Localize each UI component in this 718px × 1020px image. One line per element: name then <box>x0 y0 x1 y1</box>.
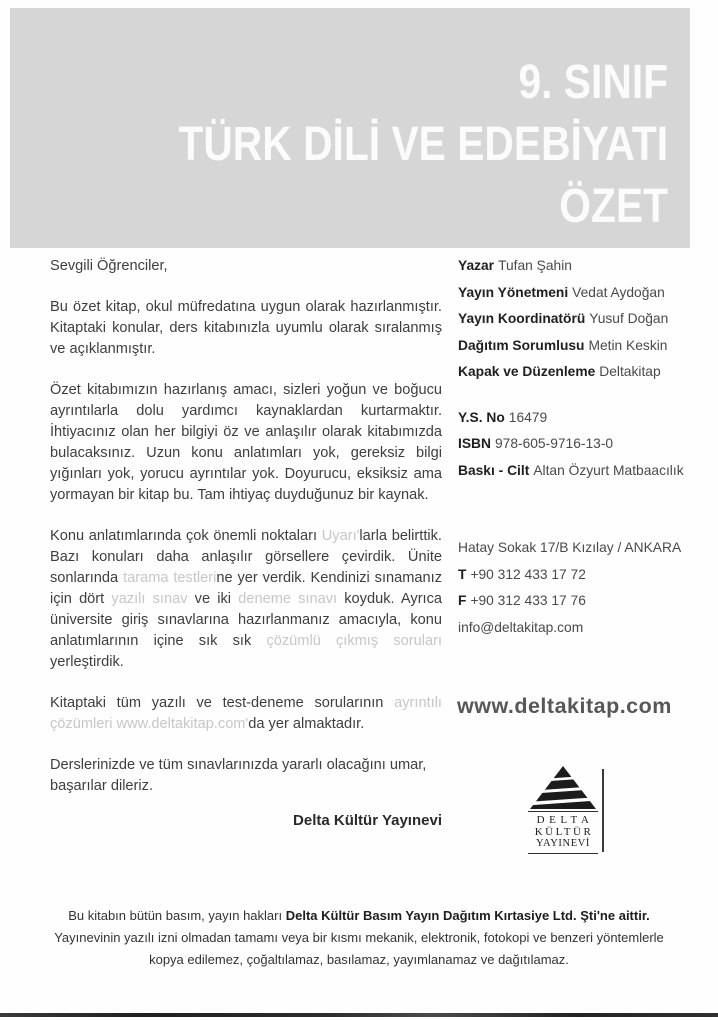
copyright-line-2: Yayınevinin yazılı izni olmadan tamamı veya bir kısmı mekanik, elektronik, fotokopi ve benzeri yöntemlerle <box>54 930 664 945</box>
credit-label: Kapak ve Düzenleme <box>458 364 596 379</box>
banner-grade-line: 9. SINIF <box>518 56 668 109</box>
publication-label: ISBN <box>458 436 491 451</box>
logo-line-kultur: KÜLTÜR <box>534 826 594 838</box>
publication-value: 978-605-9716-13-0 <box>494 436 614 451</box>
credit-label: Yayın Yönetmeni <box>458 284 569 300</box>
fax-number: +90 312 433 17 76 <box>470 593 586 608</box>
publisher-phone <box>458 567 712 583</box>
credit-label: Yayın Koordinatörü <box>458 311 586 326</box>
logo-line-delta: DELTA <box>536 814 594 826</box>
letter-paragraph-2: Özet kitabımızın hazırlanış amacı, sizleri yoğun ve boğucu ayrıntılarla dolu yardımcı kaynaklardan kurtarmaktır. İhtiyacınız olan her bilgiyi öz ve anlaşılır olarak kitabımızda bulacaksınız. Uzun konu anlatımları yok, gereksiz bilgi yığınları yok, yorucu ayrıntılar yok. Doyurucu, eksiksiz ama yormayan bir kitap bu. Tam ihtiyaç duyduğunuz bir kaynak. <box>50 382 442 503</box>
copyright-notice <box>0 905 718 971</box>
phone-label: T <box>458 566 467 582</box>
publication-row-isbn <box>458 436 712 452</box>
credit-row-director <box>458 285 712 301</box>
publication-label: Y.S. No <box>458 409 505 425</box>
publication-row-ysno <box>458 410 712 426</box>
letter-to-students <box>50 256 442 831</box>
publisher-address: Hatay Sokak 17/B Kızılay / ANKARA <box>458 540 682 555</box>
spacer <box>458 489 712 540</box>
copyright-line-3: kopya edilemez, çoğaltılamaz, basılamaz, yayımlanamaz ve dağıtılamaz. <box>149 952 569 967</box>
credit-label: Dağıtım Sorumlusu <box>458 337 585 353</box>
striped-pyramid-icon <box>530 766 596 809</box>
publisher-email: info@deltakitap.com <box>458 619 584 635</box>
phone-number: +90 312 433 17 72 <box>470 566 586 582</box>
spacer <box>458 391 712 410</box>
publisher-logo <box>528 766 600 852</box>
letter-greeting: Sevgili Öğrenciler, <box>50 258 168 274</box>
publisher-fax <box>458 593 712 609</box>
title-banner-text <box>92 52 668 238</box>
publication-value: Altan Özyurt Matbaacılık <box>533 462 684 478</box>
title-banner <box>10 8 690 248</box>
credit-row-distribution <box>458 338 712 354</box>
publisher-website: www.deltakitap.com <box>457 694 672 718</box>
credit-value: Metin Keskin <box>588 337 668 353</box>
credit-row-design <box>458 364 712 380</box>
fax-label: F <box>458 593 467 608</box>
publication-value: 16479 <box>508 409 548 425</box>
letter-paragraph-1: Bu özet kitap, okul müfredatına uygun olarak hazırlanmıştır. Kitaptaki konular, ders kitabınızla uyumlu olarak sıralanmış ve açıklanmıştır. <box>50 299 442 357</box>
page-bottom-scan-edge <box>0 1013 718 1017</box>
logo-wordmark <box>528 811 598 854</box>
credit-value: Vedat Aydoğan <box>572 284 665 300</box>
publication-row-print <box>458 463 712 479</box>
banner-subject-line: TÜRK DİLİ VE EDEBİYATI <box>178 118 668 171</box>
letter-closing: Derslerinizde ve tüm sınavlarınızda yararlı olacağını umar, başarılar dileriz. <box>50 757 427 794</box>
credit-row-coordinator <box>458 311 712 327</box>
credit-row-author <box>458 258 712 274</box>
credit-value: Deltakitap <box>599 364 661 379</box>
logo-frame-line <box>602 769 604 852</box>
credit-value: Tufan Şahin <box>498 258 572 273</box>
logo-line-yayinevi: YAYINEVİ <box>536 838 590 849</box>
banner-ozet-line: ÖZET <box>559 180 668 233</box>
letter-paragraph-3: Konu anlatımlarında çok önemli noktaları Uyarı'larla belirttik. Bazı konuları daha anlaşılır görsellere çevirdik. Ünite sonlarında tarama testlerine yer verdik. Kendinizi sınamanız için dört yazılı sınav ve iki deneme sınavı koyduk. Ayrıca üniversite giriş sınavlarına hazırlanmanız amacıyla, konu anlatımlarının içine sık sık çözümlü çıkmış soruları yerleştirdik. <box>50 528 443 670</box>
credit-label: Yazar <box>458 258 495 273</box>
colophon-column <box>458 258 712 646</box>
letter-paragraph-4: Kitaptaki tüm yazılı ve test-deneme sorularının ayrıntılı çözümleri www.deltakitap.com'da yer almaktadır. <box>50 695 442 732</box>
publisher-signature: Delta Kültür Yayınevi <box>293 812 442 829</box>
publication-label: Baskı - Cilt <box>458 462 530 478</box>
credit-value: Yusuf Doğan <box>589 311 669 326</box>
copyright-line-1: Bu kitabın bütün basım, yayın hakları Delta Kültür Basım Yayın Dağıtım Kırtasiye Ltd. Şti'ne aittir. <box>68 908 650 923</box>
